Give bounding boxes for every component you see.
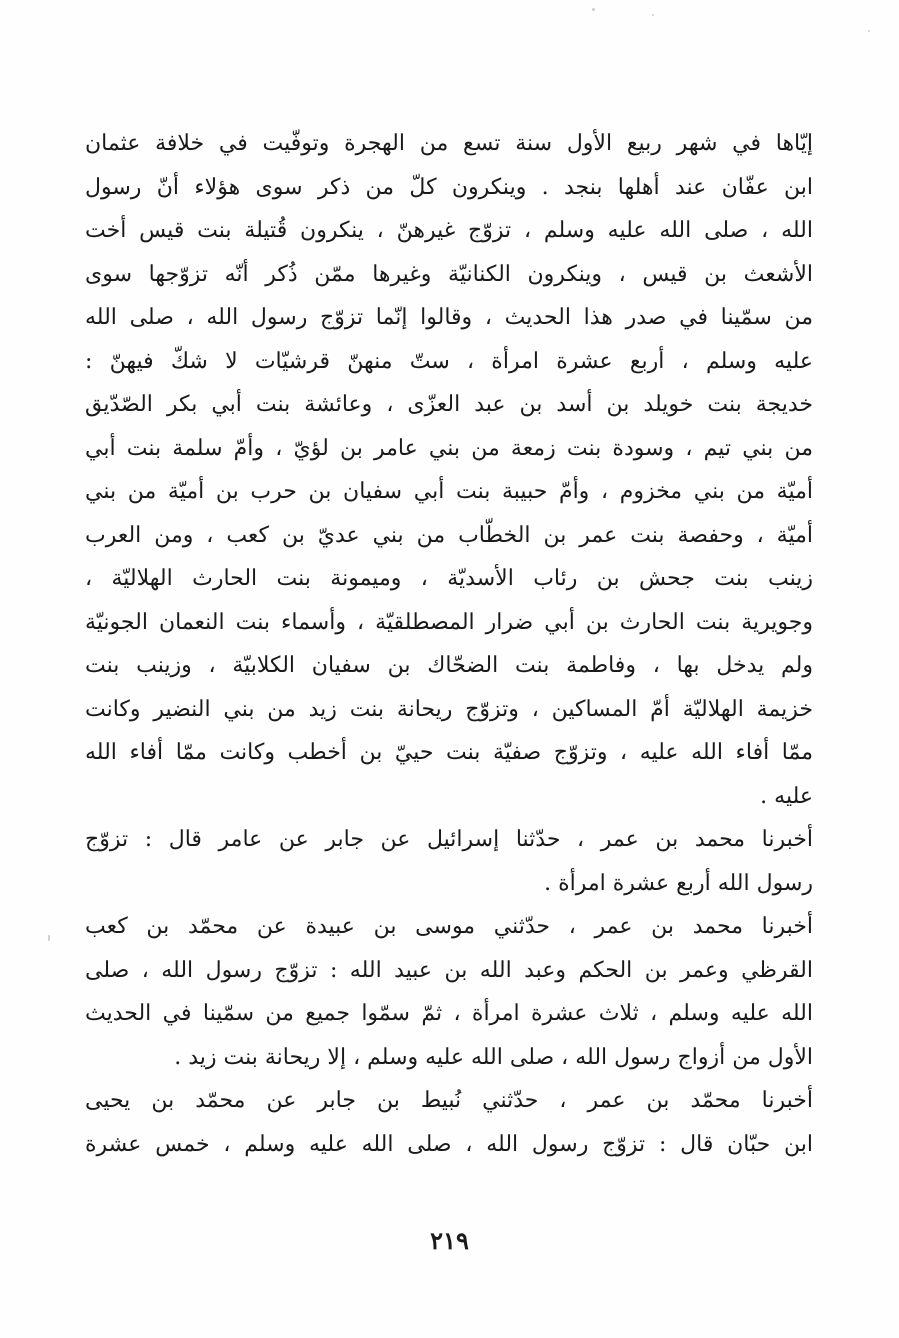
paragraph-end-line: الأول من أزواج رسول الله ، صلى الله عليه وسلم ، إلا ريحانة بنت زيد . — [174, 1044, 813, 1070]
scan-speck — [868, 30, 870, 32]
text-line: أخبرنا محمد بن عمر ، حدّثنا إسرائيل عن جابر عن عامر قال : تزوّج — [85, 827, 813, 852]
text-line: وجويرية بنت الحارث بن أبي ضرار المصطلقيّة ، وأسماء بنت النعمان الجونيّة — [85, 609, 813, 635]
text-line: خديجة بنت خويلد بن أسد بن عبد العزّى ، وعائشة بنت أبي بكر الصّدّيق — [85, 392, 813, 417]
paragraph-end-line: رسول الله أربع عشرة امرأة . — [544, 870, 813, 896]
text-line: القرظي وعمر بن الحكم وعبد الله بن عبيد الله : تزوّج رسول الله ، صلى — [85, 957, 813, 983]
text-line: أميّة ، وحفصة بنت عمر بن الخطّاب من بني عديّ بن كعب ، ومن العرب — [85, 522, 813, 548]
text-line: ممّا أفاء الله عليه ، وتزوّج صفيّة بنت حييّ بن أخطب وكانت ممّا أفاء الله — [85, 740, 813, 765]
text-line: الله ، صلى الله عليه وسلم ، تزوّج غيرهنّ ، ينكرون قُتيلة بنت قيس أخت — [85, 218, 813, 243]
scan-speck — [592, 8, 595, 11]
scan-speck — [48, 935, 50, 941]
text-line: من سمّينا في صدر هذا الحديث ، وقالوا إنّما تزوّج رسول الله ، صلى الله — [85, 305, 813, 330]
text-line: أخبرنا محمد بن عمر ، حدّثني موسى بن عبيدة عن محمّد بن كعب — [85, 914, 813, 939]
scan-speck — [652, 14, 654, 16]
text-line: ابن حبّان قال : تزوّج رسول الله ، صلى الله عليه وسلم ، خمس عشرة — [85, 1131, 813, 1157]
text-line: خزيمة الهلاليّة أمّ المساكين ، وتزوّج ريحانة بنت زيد من بني النضير وكانت — [85, 696, 813, 722]
text-line: أخبرنا محمّد بن عمر ، حدّثني نُبيط بن جابر عن محمّد بن يحيى — [85, 1088, 813, 1113]
text-line: الأشعث بن قيس ، وينكرون الكنانيّة وغيرها ممّن ذُكر أنّه تزوّجها سوى — [85, 261, 813, 287]
text-line: أميّة من بني مخزوم ، وأمّ حبيبة بنت أبي سفيان بن حرب بن أميّة من بني — [85, 479, 813, 504]
page-number: ٢١٩ — [430, 1226, 469, 1255]
text-line: إيّاها في شهر ربيع الأول سنة تسع من الهجرة وتوفّيت في خلافة عثمان — [85, 131, 813, 156]
text-line: عليه وسلم ، أربع عشرة امرأة ، ستّ منهنّ قرشيّات لا شكّ فيهنّ : — [85, 348, 813, 374]
body-text — [85, 122, 813, 1166]
text-line: الله عليه وسلم ، ثلاث عشرة امرأة ، ثمّ سمّوا جميع من سمّينا في الحديث — [85, 1001, 813, 1026]
paragraph-end-line: عليه . — [760, 783, 813, 809]
text-line: ابن عفّان عند أهلها بنجد . وينكرون كلّ من ذكر سوى هؤلاء أنّ رسول — [85, 174, 813, 200]
text-line: من بني تيم ، وسودة بنت زمعة من بني عامر بن لؤيّ ، وأمّ سلمة بنت أبي — [85, 435, 813, 461]
text-line: ولم يدخل بها ، وفاطمة بنت الضحّاك بن سفيان الكلابيّة ، وزينب بنت — [85, 653, 813, 678]
text-line: زينب بنت جحش بن رئاب الأسديّة ، وميمونة بنت الحارث الهلاليّة ، — [85, 566, 813, 591]
